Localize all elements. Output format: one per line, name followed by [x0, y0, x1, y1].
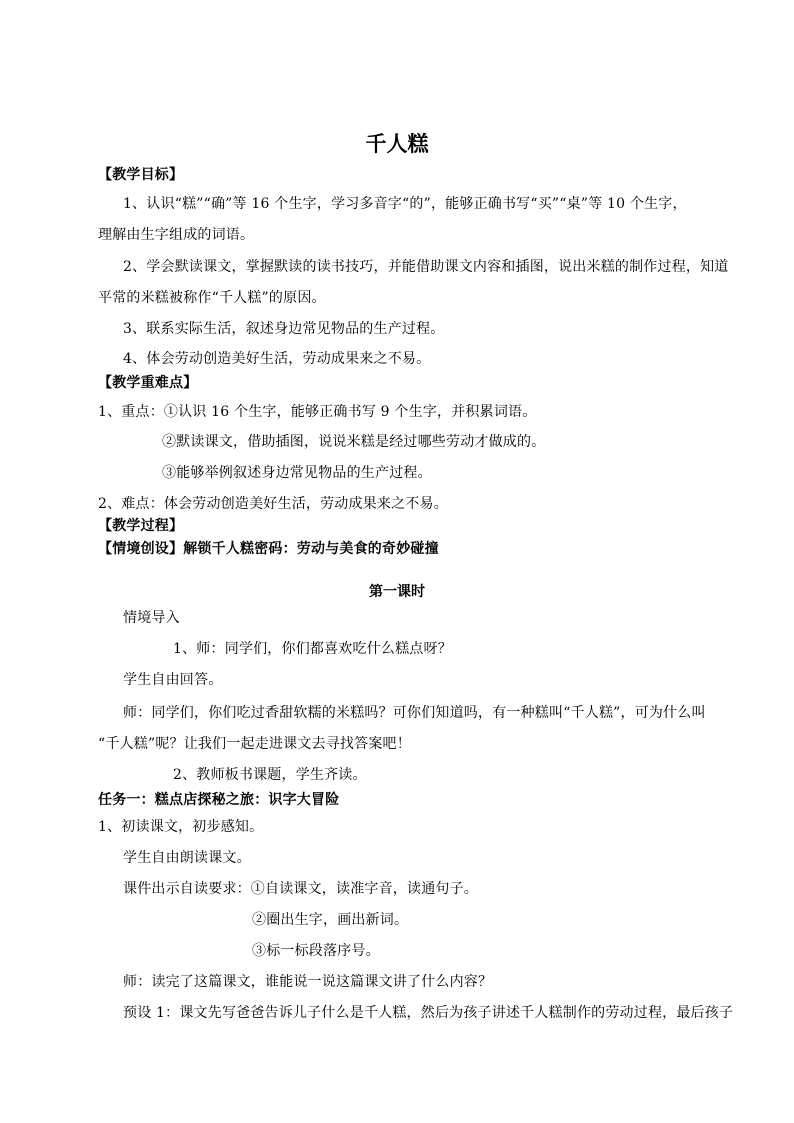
- task1-heading: 任务一：糕点店探秘之旅：识字大冒险: [98, 792, 340, 808]
- task1-line: 学生自由朗读课文。: [123, 850, 251, 866]
- task1-line: 师：读完了这篇课文，谁能说一说这篇课文讲了什么内容？: [123, 974, 493, 990]
- task1-line: 预设 1：课文先写爸爸告诉儿子什么是千人糕，然后为孩子讲述千人糕制作的劳动过程，最后孩子: [123, 1005, 734, 1021]
- objective-line: 理解由生字组成的词语。: [98, 227, 255, 243]
- scenario-heading: 【情境创设】解锁千人糕密码：劳动与美食的奇妙碰撞: [98, 541, 439, 557]
- intro-line: 1、师：同学们，你们都喜欢吃什么糕点呀？: [173, 641, 452, 657]
- objective-line: 2、学会默读课文，掌握默读的读书技巧，并能借助课文内容和插图，说出米糕的制作过程，知道: [123, 259, 729, 275]
- task1-line: 1、初读课文，初步感知。: [98, 819, 264, 835]
- task1-line: 课件出示自读要求：①自读课文，读准字音，读通句子。: [123, 881, 478, 897]
- key-point-line: 1、重点：①认识 16 个生字，能够正确书写 9 个生字，并积累词语。: [98, 404, 537, 420]
- key-point-line: ③能够举例叙述身边常见物品的生产过程。: [162, 465, 432, 481]
- intro-line: 情境导入: [123, 610, 180, 626]
- intro-line: 学生自由回答。: [123, 672, 223, 688]
- objective-line: 4、体会劳动创造美好生活，劳动成果来之不易。: [123, 351, 431, 367]
- key-points-heading: 【教学重难点】: [98, 375, 198, 391]
- task1-line: ③标一标段落序号。: [252, 943, 380, 959]
- task1-line: ②圈出生字，画出新词。: [252, 912, 409, 928]
- intro-line: “千人糕”呢？让我们一起走进课文去寻找答案吧！: [98, 736, 411, 752]
- objective-line: 1、认识“糕”“确”等 16 个生字，学习多音字“的”，能够正确书写“买”“桌”等 10 个生字，: [123, 196, 687, 212]
- lesson-label: 第一课时: [369, 584, 425, 600]
- key-point-line: 2、难点：体会劳动创造美好生活，劳动成果来之不易。: [98, 496, 448, 512]
- process-heading: 【教学过程】: [98, 518, 184, 534]
- key-point-line: ②默读课文，借助插图，说说米糕是经过哪些劳动才做成的。: [162, 434, 546, 450]
- intro-line: 师：同学们，你们吃过香甜软糯的米糕吗？可你们知道吗，有一种糕叫“千人糕”，可为什么叫: [123, 705, 706, 721]
- intro-line: 2、教师板书课题，学生齐读。: [173, 767, 367, 783]
- objective-line: 平常的米糕被称作“千人糕”的原因。: [98, 290, 326, 306]
- page-title: 千人糕: [365, 132, 429, 156]
- objective-line: 3、联系实际生活，叙述身边常见物品的生产过程。: [123, 321, 445, 337]
- objectives-heading: 【教学目标】: [98, 167, 184, 183]
